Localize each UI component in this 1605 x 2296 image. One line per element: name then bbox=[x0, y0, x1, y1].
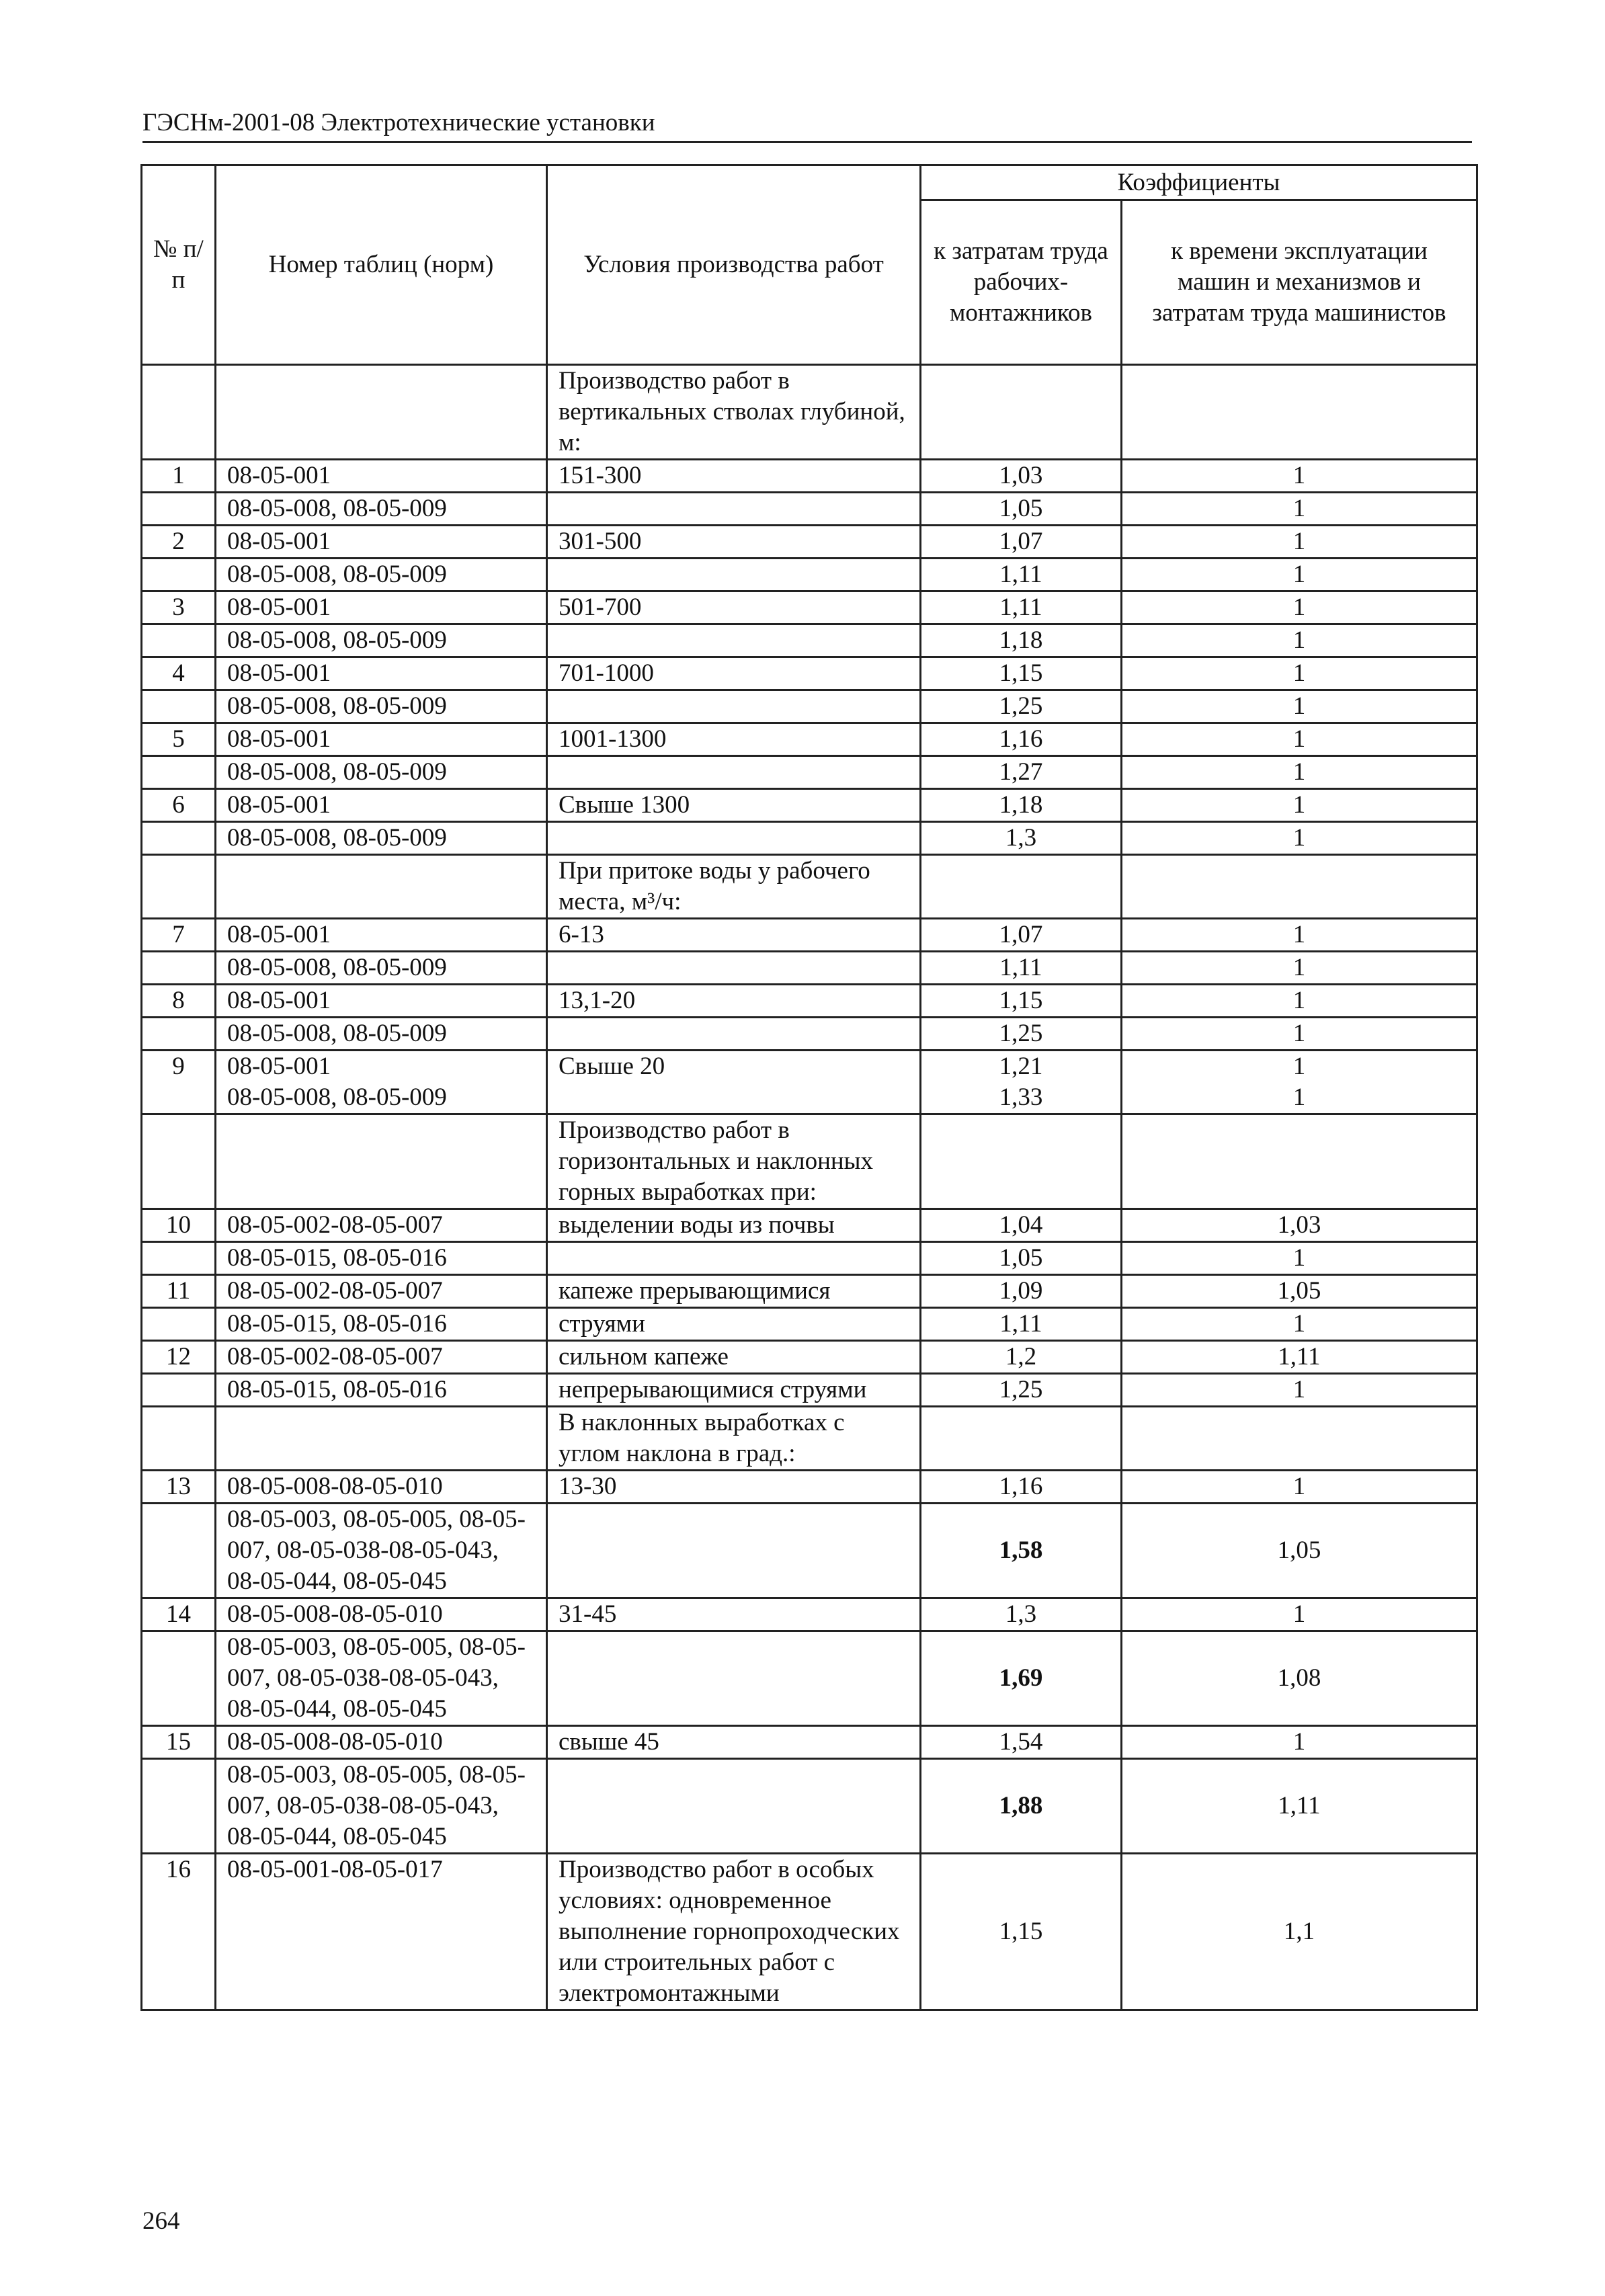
page-header: ГЭСНм-2001-08 Электротехнические установки bbox=[142, 108, 1472, 143]
row-condition: Свыше 1300 bbox=[547, 789, 921, 822]
row-coef-machines: 1 bbox=[1122, 1242, 1477, 1275]
row-tables: 08-05-001 bbox=[216, 985, 547, 1018]
row-tables: 08-05-008-08-05-010 bbox=[216, 1598, 547, 1631]
row-coef-machines bbox=[1122, 365, 1477, 460]
row-number bbox=[142, 559, 216, 591]
row-condition bbox=[547, 1504, 921, 1598]
row-condition bbox=[547, 1242, 921, 1275]
row-number bbox=[142, 365, 216, 460]
row-tables: 08-05-002-08-05-007 bbox=[216, 1275, 547, 1308]
table-row bbox=[142, 1242, 1477, 1275]
row-condition: струями bbox=[547, 1308, 921, 1341]
table-row bbox=[142, 624, 1477, 657]
row-number: 10 bbox=[142, 1209, 216, 1242]
row-coef-labor: 1,11 bbox=[921, 1308, 1122, 1341]
row-coef-labor: 1,16 bbox=[921, 1471, 1122, 1504]
row-coef-labor bbox=[921, 1114, 1122, 1209]
row-coef-machines: 1 bbox=[1122, 985, 1477, 1018]
row-tables: 08-05-001 bbox=[216, 460, 547, 493]
coefficients-table bbox=[140, 164, 1478, 2011]
row-coef-machines: 1,11 bbox=[1122, 1759, 1477, 1854]
row-condition bbox=[547, 559, 921, 591]
col-header-coefficients: Коэффициенты bbox=[921, 165, 1477, 200]
row-condition bbox=[547, 1631, 921, 1726]
row-coef-labor: 1,2 bbox=[921, 1341, 1122, 1374]
row-condition bbox=[547, 1759, 921, 1854]
row-coef-labor: 1,07 bbox=[921, 526, 1122, 559]
row-tables: 08-05-015, 08-05-016 bbox=[216, 1308, 547, 1341]
col-header-tables: Номер таблиц (норм) bbox=[216, 165, 547, 365]
table-row bbox=[142, 1018, 1477, 1051]
row-number bbox=[142, 952, 216, 985]
row-coef-labor: 1,04 bbox=[921, 1209, 1122, 1242]
row-condition: выделении воды из почвы bbox=[547, 1209, 921, 1242]
row-number bbox=[142, 855, 216, 919]
row-condition: В наклонных выработках с углом наклона в град.: bbox=[547, 1407, 921, 1471]
row-number: 3 bbox=[142, 591, 216, 624]
row-coef-machines: 1 bbox=[1122, 690, 1477, 723]
row-coef-labor: 1,09 bbox=[921, 1275, 1122, 1308]
row-number bbox=[142, 1631, 216, 1726]
row-condition: При притоке воды у рабочего места, м³/ч: bbox=[547, 855, 921, 919]
col-header-machines: к времени эксплуатации машин и механизмов и затратам труда машинистов bbox=[1122, 200, 1477, 365]
row-condition bbox=[547, 1018, 921, 1051]
row-coef-machines: 1,11 bbox=[1122, 1341, 1477, 1374]
row-coef-labor: 1,88 bbox=[921, 1759, 1122, 1854]
row-number: 16 bbox=[142, 1854, 216, 2010]
table-row bbox=[142, 1051, 1477, 1114]
table-row bbox=[142, 723, 1477, 756]
row-number bbox=[142, 1242, 216, 1275]
row-condition: 301-500 bbox=[547, 526, 921, 559]
row-coef-machines: 1 bbox=[1122, 822, 1477, 855]
row-coef-machines: 1 1 bbox=[1122, 1051, 1477, 1114]
row-condition: Производство работ в особых условиях: одновременное выполнение горнопроходческих или строительных работ с электромонтажными bbox=[547, 1854, 921, 2010]
row-condition bbox=[547, 952, 921, 985]
row-coef-labor: 1,21 1,33 bbox=[921, 1051, 1122, 1114]
row-coef-labor: 1,54 bbox=[921, 1726, 1122, 1759]
row-tables: 08-05-008, 08-05-009 bbox=[216, 690, 547, 723]
table-row bbox=[142, 493, 1477, 526]
table-row bbox=[142, 756, 1477, 789]
row-number bbox=[142, 690, 216, 723]
row-tables: 08-05-008, 08-05-009 bbox=[216, 822, 547, 855]
table-row bbox=[142, 1275, 1477, 1308]
row-number bbox=[142, 1308, 216, 1341]
row-coef-machines: 1 bbox=[1122, 624, 1477, 657]
row-coef-labor: 1,05 bbox=[921, 1242, 1122, 1275]
row-condition: 1001-1300 bbox=[547, 723, 921, 756]
row-coef-labor bbox=[921, 365, 1122, 460]
row-coef-labor: 1,11 bbox=[921, 591, 1122, 624]
row-coef-machines: 1 bbox=[1122, 526, 1477, 559]
table-row bbox=[142, 1726, 1477, 1759]
row-tables: 08-05-008, 08-05-009 bbox=[216, 1018, 547, 1051]
row-coef-machines: 1 bbox=[1122, 919, 1477, 952]
row-coef-labor: 1,03 bbox=[921, 460, 1122, 493]
row-coef-machines: 1 bbox=[1122, 1726, 1477, 1759]
table-row bbox=[142, 591, 1477, 624]
row-tables bbox=[216, 855, 547, 919]
row-condition: сильном капеже bbox=[547, 1341, 921, 1374]
row-condition bbox=[547, 493, 921, 526]
row-tables: 08-05-001 bbox=[216, 789, 547, 822]
row-number: 9 bbox=[142, 1051, 216, 1114]
row-coef-machines: 1 bbox=[1122, 723, 1477, 756]
row-coef-labor: 1,3 bbox=[921, 1598, 1122, 1631]
row-coef-labor: 1,25 bbox=[921, 1374, 1122, 1407]
row-number bbox=[142, 1759, 216, 1854]
row-coef-labor: 1,25 bbox=[921, 1018, 1122, 1051]
row-tables: 08-05-003, 08-05-005, 08-05-007, 08-05-038-08-05-043, 08-05-044, 08-05-045 bbox=[216, 1759, 547, 1854]
row-coef-machines: 1 bbox=[1122, 756, 1477, 789]
row-number bbox=[142, 1407, 216, 1471]
row-condition: Производство работ в горизонтальных и наклонных горных выработках при: bbox=[547, 1114, 921, 1209]
row-coef-machines: 1 bbox=[1122, 1374, 1477, 1407]
table-row bbox=[142, 822, 1477, 855]
table-row bbox=[142, 1598, 1477, 1631]
row-coef-labor: 1,05 bbox=[921, 493, 1122, 526]
table-row bbox=[142, 1374, 1477, 1407]
row-coef-machines: 1 bbox=[1122, 657, 1477, 690]
row-coef-labor: 1,11 bbox=[921, 952, 1122, 985]
row-coef-labor: 1,15 bbox=[921, 657, 1122, 690]
row-coef-machines: 1,05 bbox=[1122, 1504, 1477, 1598]
row-coef-machines bbox=[1122, 1407, 1477, 1471]
row-condition: 701-1000 bbox=[547, 657, 921, 690]
table-row bbox=[142, 1308, 1477, 1341]
row-tables: 08-05-001 bbox=[216, 526, 547, 559]
row-number: 5 bbox=[142, 723, 216, 756]
row-number bbox=[142, 1114, 216, 1209]
row-condition: 6-13 bbox=[547, 919, 921, 952]
row-tables: 08-05-001 bbox=[216, 591, 547, 624]
row-coef-machines: 1 bbox=[1122, 1308, 1477, 1341]
row-number: 11 bbox=[142, 1275, 216, 1308]
row-number bbox=[142, 1504, 216, 1598]
table-row bbox=[142, 1341, 1477, 1374]
row-condition: Производство работ в вертикальных стволах глубиной, м: bbox=[547, 365, 921, 460]
table-row bbox=[142, 789, 1477, 822]
row-number bbox=[142, 822, 216, 855]
row-coef-labor bbox=[921, 855, 1122, 919]
row-coef-labor: 1,15 bbox=[921, 985, 1122, 1018]
row-condition bbox=[547, 690, 921, 723]
row-coef-labor: 1,16 bbox=[921, 723, 1122, 756]
table-row bbox=[142, 1114, 1477, 1209]
row-coef-labor bbox=[921, 1407, 1122, 1471]
row-tables: 08-05-001 bbox=[216, 723, 547, 756]
row-coef-machines: 1 bbox=[1122, 1018, 1477, 1051]
row-condition: 501-700 bbox=[547, 591, 921, 624]
table-row bbox=[142, 690, 1477, 723]
row-tables: 08-05-008-08-05-010 bbox=[216, 1726, 547, 1759]
row-number: 6 bbox=[142, 789, 216, 822]
row-tables: 08-05-001-08-05-017 bbox=[216, 1854, 547, 2010]
row-condition: Свыше 20 bbox=[547, 1051, 921, 1114]
row-tables: 08-05-002-08-05-007 bbox=[216, 1209, 547, 1242]
row-condition bbox=[547, 756, 921, 789]
row-tables bbox=[216, 365, 547, 460]
row-tables: 08-05-008, 08-05-009 bbox=[216, 493, 547, 526]
row-number bbox=[142, 493, 216, 526]
table-row bbox=[142, 952, 1477, 985]
row-condition: 13-30 bbox=[547, 1471, 921, 1504]
table-row bbox=[142, 657, 1477, 690]
row-tables: 08-05-015, 08-05-016 bbox=[216, 1374, 547, 1407]
row-coef-labor: 1,58 bbox=[921, 1504, 1122, 1598]
row-coef-machines bbox=[1122, 1114, 1477, 1209]
row-tables: 08-05-001 bbox=[216, 657, 547, 690]
row-tables: 08-05-008, 08-05-009 bbox=[216, 559, 547, 591]
row-number: 7 bbox=[142, 919, 216, 952]
table-row bbox=[142, 1407, 1477, 1471]
row-condition bbox=[547, 822, 921, 855]
row-condition: непрерывающимися струями bbox=[547, 1374, 921, 1407]
row-coef-machines: 1,05 bbox=[1122, 1275, 1477, 1308]
table-row bbox=[142, 526, 1477, 559]
row-number: 1 bbox=[142, 460, 216, 493]
row-coef-machines: 1 bbox=[1122, 1598, 1477, 1631]
row-number bbox=[142, 1374, 216, 1407]
table-row bbox=[142, 460, 1477, 493]
table-row bbox=[142, 985, 1477, 1018]
col-header-num: № п/п bbox=[142, 165, 216, 365]
col-header-labor: к затратам труда рабочих-монтажников bbox=[921, 200, 1122, 365]
table-row bbox=[142, 855, 1477, 919]
row-condition: капеже прерывающимися bbox=[547, 1275, 921, 1308]
row-coef-labor: 1,07 bbox=[921, 919, 1122, 952]
row-tables bbox=[216, 1407, 547, 1471]
row-tables: 08-05-002-08-05-007 bbox=[216, 1341, 547, 1374]
row-tables: 08-05-008, 08-05-009 bbox=[216, 624, 547, 657]
row-tables: 08-05-008, 08-05-009 bbox=[216, 952, 547, 985]
row-coef-machines: 1,03 bbox=[1122, 1209, 1477, 1242]
row-coef-machines bbox=[1122, 855, 1477, 919]
row-number: 8 bbox=[142, 985, 216, 1018]
row-coef-labor: 1,3 bbox=[921, 822, 1122, 855]
table-row bbox=[142, 1854, 1477, 2010]
table-row bbox=[142, 365, 1477, 460]
row-number: 12 bbox=[142, 1341, 216, 1374]
row-coef-labor: 1,25 bbox=[921, 690, 1122, 723]
row-tables: 08-05-008, 08-05-009 bbox=[216, 756, 547, 789]
row-tables: 08-05-001 08-05-008, 08-05-009 bbox=[216, 1051, 547, 1114]
row-coef-labor: 1,11 bbox=[921, 559, 1122, 591]
table-row bbox=[142, 919, 1477, 952]
row-condition: 13,1-20 bbox=[547, 985, 921, 1018]
row-tables: 08-05-015, 08-05-016 bbox=[216, 1242, 547, 1275]
row-condition: 151-300 bbox=[547, 460, 921, 493]
row-number: 2 bbox=[142, 526, 216, 559]
row-coef-labor: 1,18 bbox=[921, 789, 1122, 822]
row-number bbox=[142, 1018, 216, 1051]
row-coef-machines: 1 bbox=[1122, 591, 1477, 624]
row-number: 15 bbox=[142, 1726, 216, 1759]
row-condition: свыше 45 bbox=[547, 1726, 921, 1759]
table-row bbox=[142, 559, 1477, 591]
row-number bbox=[142, 624, 216, 657]
row-coef-machines: 1 bbox=[1122, 1471, 1477, 1504]
row-coef-labor: 1,27 bbox=[921, 756, 1122, 789]
page-number: 264 bbox=[142, 2207, 180, 2235]
row-tables: 08-05-001 bbox=[216, 919, 547, 952]
table-body bbox=[142, 365, 1477, 2010]
row-coef-machines: 1 bbox=[1122, 493, 1477, 526]
table-row bbox=[142, 1631, 1477, 1726]
row-coef-machines: 1 bbox=[1122, 559, 1477, 591]
row-tables: 08-05-003, 08-05-005, 08-05-007, 08-05-038-08-05-043, 08-05-044, 08-05-045 bbox=[216, 1504, 547, 1598]
row-tables: 08-05-003, 08-05-005, 08-05-007, 08-05-038-08-05-043, 08-05-044, 08-05-045 bbox=[216, 1631, 547, 1726]
row-condition bbox=[547, 624, 921, 657]
row-number: 13 bbox=[142, 1471, 216, 1504]
table-row bbox=[142, 1209, 1477, 1242]
col-header-conditions: Условия производства работ bbox=[547, 165, 921, 365]
row-tables: 08-05-008-08-05-010 bbox=[216, 1471, 547, 1504]
row-coef-labor: 1,18 bbox=[921, 624, 1122, 657]
row-coef-labor: 1,69 bbox=[921, 1631, 1122, 1726]
table-row bbox=[142, 1471, 1477, 1504]
row-coef-machines: 1 bbox=[1122, 789, 1477, 822]
row-coef-machines: 1 bbox=[1122, 460, 1477, 493]
row-number: 14 bbox=[142, 1598, 216, 1631]
row-coef-machines: 1 bbox=[1122, 952, 1477, 985]
row-condition: 31-45 bbox=[547, 1598, 921, 1631]
table-row bbox=[142, 1759, 1477, 1854]
row-coef-labor: 1,15 bbox=[921, 1854, 1122, 2010]
row-tables bbox=[216, 1114, 547, 1209]
row-coef-machines: 1,1 bbox=[1122, 1854, 1477, 2010]
row-coef-machines: 1,08 bbox=[1122, 1631, 1477, 1726]
table-row bbox=[142, 1504, 1477, 1598]
row-number: 4 bbox=[142, 657, 216, 690]
row-number bbox=[142, 756, 216, 789]
